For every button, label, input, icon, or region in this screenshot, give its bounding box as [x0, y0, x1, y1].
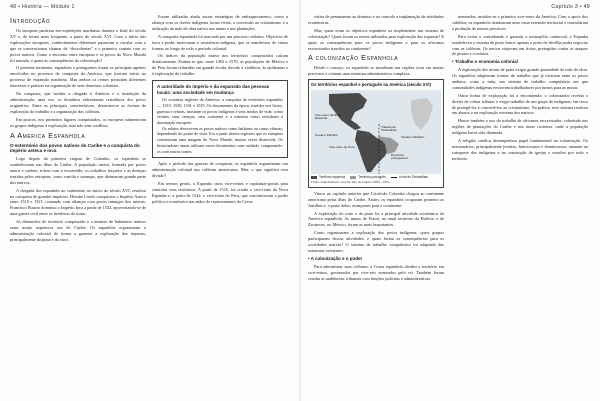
paragraph: A exploração do ouro e da prata foi a principal atividade econômica da América espanhola. As minas de Potosí, no atual território da Bolívia, e de Zacatecas, no México, foram as mais importantes.: [308, 210, 444, 228]
paragraph: A conquista espanhola foi marcada por um processo violento. Objetivos de terra e poder motivaram a resistência indígena, que se manifestou de várias formas ao longo de todo o período colonial.: [152, 33, 288, 51]
left-column-1: [10, 14, 146, 245]
textbox-paragraph: Os cronistas ingleses da América, a conquista de territórios espanhóis — 1519, 1530, 1531 e 1535. Os documentos da época, trazidos nos livros, guerras e relatos, mostram os povos indígenas e seus modos de vida: como viviam, suas crenças, seus costumes e a maneira como resistiram à dominação europeia.: [157, 97, 283, 126]
paragraph: Em termos gerais, a Espanha criou vice-reinos e capitanias-gerais para controlar seus territórios. A partir de 1535, foi criado o vice-reino da Nova Espanha e, a partir de 1542, o vice-reino do Peru, que concentravam o poder político e econômico nas mãos de representantes da Coroa.: [152, 181, 288, 204]
paragraph: Após o período das guerras de conquista, os espanhóis organizaram sua administração colonial nas colônias americanas. Mas, o que significa essa divisão?: [152, 161, 288, 179]
paragraph: Desde o começo, os espanhóis se instalaram em regiões ricas em metais preciosos e criaram uma estrutura administrativa complexa.: [308, 65, 444, 77]
section-title-colonizacao: A colonização Espanhola: [308, 53, 399, 63]
paragraph: A exploração das minas de prata exigia grande quantidade de mão de obra. Os espanhóis adaptaram formas de trabalho que já existiam entre os povos andinos, como a mita, um sistema de trabalho compulsório em que comunidades indígenas enviavam trabalhadores por turnos para as minas.: [452, 67, 588, 90]
paragraph: Logo depois da primeira viagem de Colombo, os espanhóis se estabeleceram nas ilhas do Caribe. A população nativa, formada por povos tainos e caribes, sofreu com a escravidão, os trabalhos forçados e as doenças trazidas pelos europeus, como varíola e sarampo, que dizimaram grande parte dos nativos.: [10, 156, 146, 185]
right-page: [300, 0, 600, 401]
map-graphic: [311, 90, 441, 174]
section-title-america-espanhola: A América Espanhola: [10, 130, 86, 140]
legend-label: Linha de Tordesilhas: [398, 174, 428, 179]
paragraph: As dimensões do território conquistado e o número de habitantes nativos eram muito superiores aos do Caribe. Os espanhóis organizaram a administração colonial de forma a garantir a exploração das riquezas, principalmente da prata e do ouro.: [10, 219, 146, 242]
legend-item: [391, 176, 428, 180]
legend-item: [311, 176, 345, 180]
paragraph: Os europeus partiram em expedições marítimas durante o final do século XV e, de forma mais frequente, a partir do século XVI. Com o início das explorações europeias, conhecimentos diferentes passaram a circular com o que se convencionou chamar de “descobertas” e o primeiro contato com os povos nativos. Como o encontro entre europeus e os povos do Novo Mundo foi narrado, e quais as consequências da colonização?: [10, 28, 146, 63]
label-nova-espanha: Vice-reino da Nova Espanha: [315, 112, 342, 121]
left-column-2: [152, 14, 288, 207]
legend-label: Território português: [358, 174, 386, 179]
figure-title: Os territórios espanhol e português na América (século XVI): [311, 82, 431, 88]
bullet-heading: • A colonização e o poder: [308, 255, 363, 261]
paragraph: Foram utilizadas ainda outras estratégias de enfraquecimento, como a aliança com os chefes indígenas locais rivais, a conversão ao cristianismo e a utilização da mão de obra nativa nas minas e nas plantações.: [152, 14, 288, 31]
sidebar-textbox: [152, 80, 288, 158]
paragraph: O presente momento, espanhóis e portugueses foram os principais agentes envolvidos no processo de conquista da América, que tiveram início no processo de expansão marítima. Mas ambos os reinos possuíam diferentes interesses e práticas na organização de seus domínios coloniais.: [10, 65, 146, 89]
label-dominios-portugueses: Domínios portugueses: [391, 152, 409, 161]
textbox-title: A autoridade do império e da expansão das pessoas locais: uma sociedade em mudança: [157, 84, 270, 95]
label-tordesilhas: Tratado de Tordesilhas: [381, 124, 397, 133]
legend-label: Território espanhol: [319, 174, 346, 179]
legend-item: [350, 176, 385, 180]
running-header-left: 48 • História — Módulo 1: [10, 4, 75, 10]
subheading: O extermínio dos povos nativos do Caribe e a conquista do império asteca e inca: [10, 142, 140, 154]
right-column-2: [452, 14, 588, 164]
paragraph: Como organizaram a exploração dos povos indígenas, quais grupos participaram dessas atividades, e quais foram as consequências para as sociedades nativas? O sistema de trabalho compulsório foi adaptado das estruturas existentes.: [308, 230, 444, 254]
paragraph: A religião católica desempenhou papel fundamental na colonização. Os missionários, principalmente jesuítas, franciscanos e dominicanos, atuaram na catequese dos indígenas e na construção de igrejas e missões por todo o território.: [452, 138, 588, 161]
legend-swatch: [391, 177, 397, 178]
label-oceano-pacifico: Oceano Pacífico: [315, 132, 338, 137]
legend-swatch: [350, 176, 356, 179]
section-title-introducao: Introdução: [10, 16, 51, 25]
textbox-paragraph: Os relatos descrevem os povos nativos como bárbaros ou como vítimas, dependendo do ponto de vista. Foi a partir desses registros que os europeus construíram uma imagem do Novo Mundo, muitas vezes distorcida. Os historiadores atuais utilizam esses documentos com cuidado, comparando-os com outras fontes.: [157, 125, 283, 154]
paragraph: Em poucos, nos primeiros lugares conquistados, os europeus submeteram os grupos indígenas à exploração, mas não sem conflitos.: [10, 116, 146, 128]
paragraph: Os índices da população nativa nos territórios conquistados caíram drasticamente. Estima-se que, entre 1492 e 1570, as populações do México e do Peru foram reduzidas em grande escala, devido à violência, às epidemias e à exploração do trabalho.: [152, 53, 288, 77]
right-column-1: [308, 14, 444, 283]
paragraph: Outra forma de exploração foi a encomienda: o colonizador recebia o direito de cobrar tributos e exigir trabalho de um grupo de indígenas, em troca de protegê-los e convertê-los ao cristianismo. Na prática, esse sistema resultou em abusos e na exploração extrema dos nativos.: [452, 92, 588, 116]
label-peru: Vice-reino do Peru: [329, 144, 355, 149]
label-oceano-atlantico: Oceano Atlântico: [401, 134, 425, 139]
paragraph: Houve também o uso do trabalho de africanos escravizados, sobretudo nas regiões de plantações do Caribe e nas áreas costeiras, onde a população indígena havia sido dizimada.: [452, 118, 588, 136]
map-legend: [311, 176, 441, 180]
americas-map: [311, 90, 441, 174]
paragraph: Para evitar o contrabando e garantir o monopólio comercial, a Espanha estabeleceu o sistema de porto único: apenas o porto de Sevilha podia negociar com as colônias. Os navios viajavam em frotas, protegidas contra os ataques de piratas e corsários.: [452, 33, 588, 57]
paragraph: Mas, quais eram os objetivos espanhóis ao implementar um sistema de colonização? Quais foram os meios utilizados para exploração das riquezas? E quais as consequências para os povos indígenas e para os africanos escravizados trazidos ao continente?: [308, 27, 444, 51]
paragraph: Para administrar suas colônias, a Coroa espanhola dividiu o território em vice-reinos, governados por vice-reis nomeados pelo rei. Também foram criadas as audiências, tribunais com funções judiciais e administrativas.: [308, 263, 444, 281]
running-header-right: Capítulo 3 • 49: [551, 4, 590, 10]
paragraph: Vimos no capítulo anterior que Cristóvão Colombo chegou ao continente americano pelas ilhas do Caribe. Assim, os espanhóis ocuparam primeiro as Antilhas e, a partir delas, avançaram para o continente.: [308, 190, 444, 208]
paragraph: Na conquista, que incluiu a chegada à América e a instalação da administração, uma vez, os domínios enfrentaram resistência dos povos originários. Entre as principais características, destacam-se as formas de exploração do trabalho e a organização das colônias.: [10, 91, 146, 114]
map-figure: [308, 79, 444, 188]
figure-caption: Fonte: Atlas histórico escolar. Rio de Janeiro: MEC, 1991.: [311, 180, 391, 185]
bullet-heading: • Trabalho e economia colonial: [452, 59, 518, 65]
paragraph: nomeados, instalou-se o primeiro vice-reino da América. Com o apoio dos cabildos, os espanhóis dominaram uma vasta extensão territorial e controlaram a produção de metais preciosos.: [452, 14, 588, 31]
paragraph: várias de pensamento ao domínio e ao controle a implantação de atividades econômicas.: [308, 14, 444, 25]
legend-swatch: [311, 176, 317, 179]
paragraph: A chegada dos espanhóis ao continente, no início do século XVI, resultou na conquista de grandes impérios. Hernán Cortés conquistou o Império Asteca entre 1519 e 1521, contando com alianças com povos inimigos dos astecas. Francisco Pizarro dominou o Império Inca a partir de 1532, aproveitando-se de uma guerra civil entre os herdeiros do trono.: [10, 187, 146, 217]
